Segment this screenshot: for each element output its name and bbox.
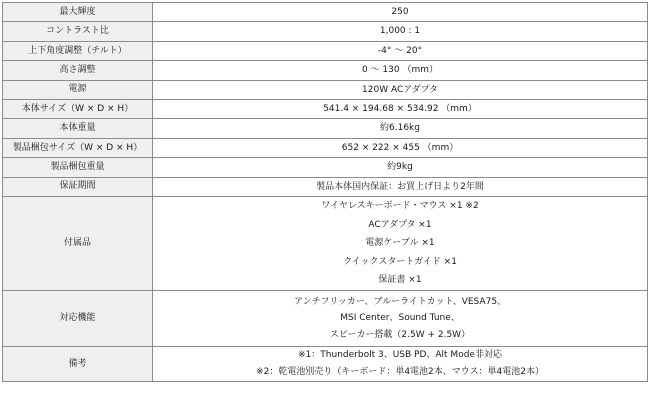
table-row [3,196,648,290]
table-row [3,41,648,60]
table-row [3,177,648,196]
row-value-notes [153,346,648,381]
table-row [3,290,648,346]
table-row [3,119,648,138]
row-label-package-size: 製品梱包サイズ（W × D × H） [3,138,153,157]
note-line: ※1：Thunderbolt 3、USB PD、Alt Mode非対応 [298,350,502,361]
spec-table [2,2,648,382]
row-label-height-adjust: 高さ調整 [3,61,153,80]
table-row [3,158,648,177]
table-row [3,138,648,157]
row-label-max-brightness: 最大輝度 [3,3,153,22]
row-label-body-weight: 本体重量 [3,119,153,138]
row-value-package-weight: 約9kg [153,158,648,177]
row-label-accessories: 付属品 [3,196,153,290]
row-value-body-size: 541.4 × 194.68 × 534.92 （mm） [153,99,648,118]
accessory-item: ACアダプタ ×1 [368,219,432,230]
table-row [3,346,648,381]
row-value-accessories [153,196,648,290]
note-line: ※2：乾電池別売り（キーボード：単4電池2本、マウス：単4電池2本） [256,366,544,377]
feature-line: MSI Center、Sound Tune、 [340,313,460,324]
row-label-body-size: 本体サイズ（W × D × H） [3,99,153,118]
accessory-item: ワイヤレスキーボード・マウス ×1 ※2 [321,201,479,212]
table-row [3,22,648,41]
row-label-package-weight: 製品梱包重量 [3,158,153,177]
accessory-item: クイックスタートガイド ×1 [343,256,457,267]
row-value-package-size: 652 × 222 × 455 （mm） [153,138,648,157]
row-value-contrast: 1,000 : 1 [153,22,648,41]
row-value-tilt: -4° ～ 20° [153,41,648,60]
row-value-warranty: 製品本体国内保証：お買上げ日より2年間 [153,177,648,196]
table-row [3,61,648,80]
row-value-height-adjust: 0 ～ 130 （mm） [153,61,648,80]
row-label-features: 対応機能 [3,290,153,346]
accessory-item: 電源ケーブル ×1 [365,238,435,249]
table-row [3,99,648,118]
row-label-power: 電源 [3,80,153,99]
row-label-warranty: 保証期間 [3,177,153,196]
row-label-tilt: 上下角度調整（チルト） [3,41,153,60]
row-value-body-weight: 約6.16kg [153,119,648,138]
row-value-max-brightness: 250 [153,3,648,22]
row-value-features [153,290,648,346]
feature-line: スピーカー搭載（2.5W + 2.5W） [329,329,471,340]
table-row [3,3,648,22]
row-label-contrast: コントラスト比 [3,22,153,41]
row-label-notes: 備考 [3,346,153,381]
accessory-item: 保証書 ×1 [378,274,422,285]
row-value-power: 120W ACアダプタ [153,80,648,99]
table-row [3,80,648,99]
feature-line: アンチフリッカー、ブルーライトカット、VESA75、 [293,296,507,307]
